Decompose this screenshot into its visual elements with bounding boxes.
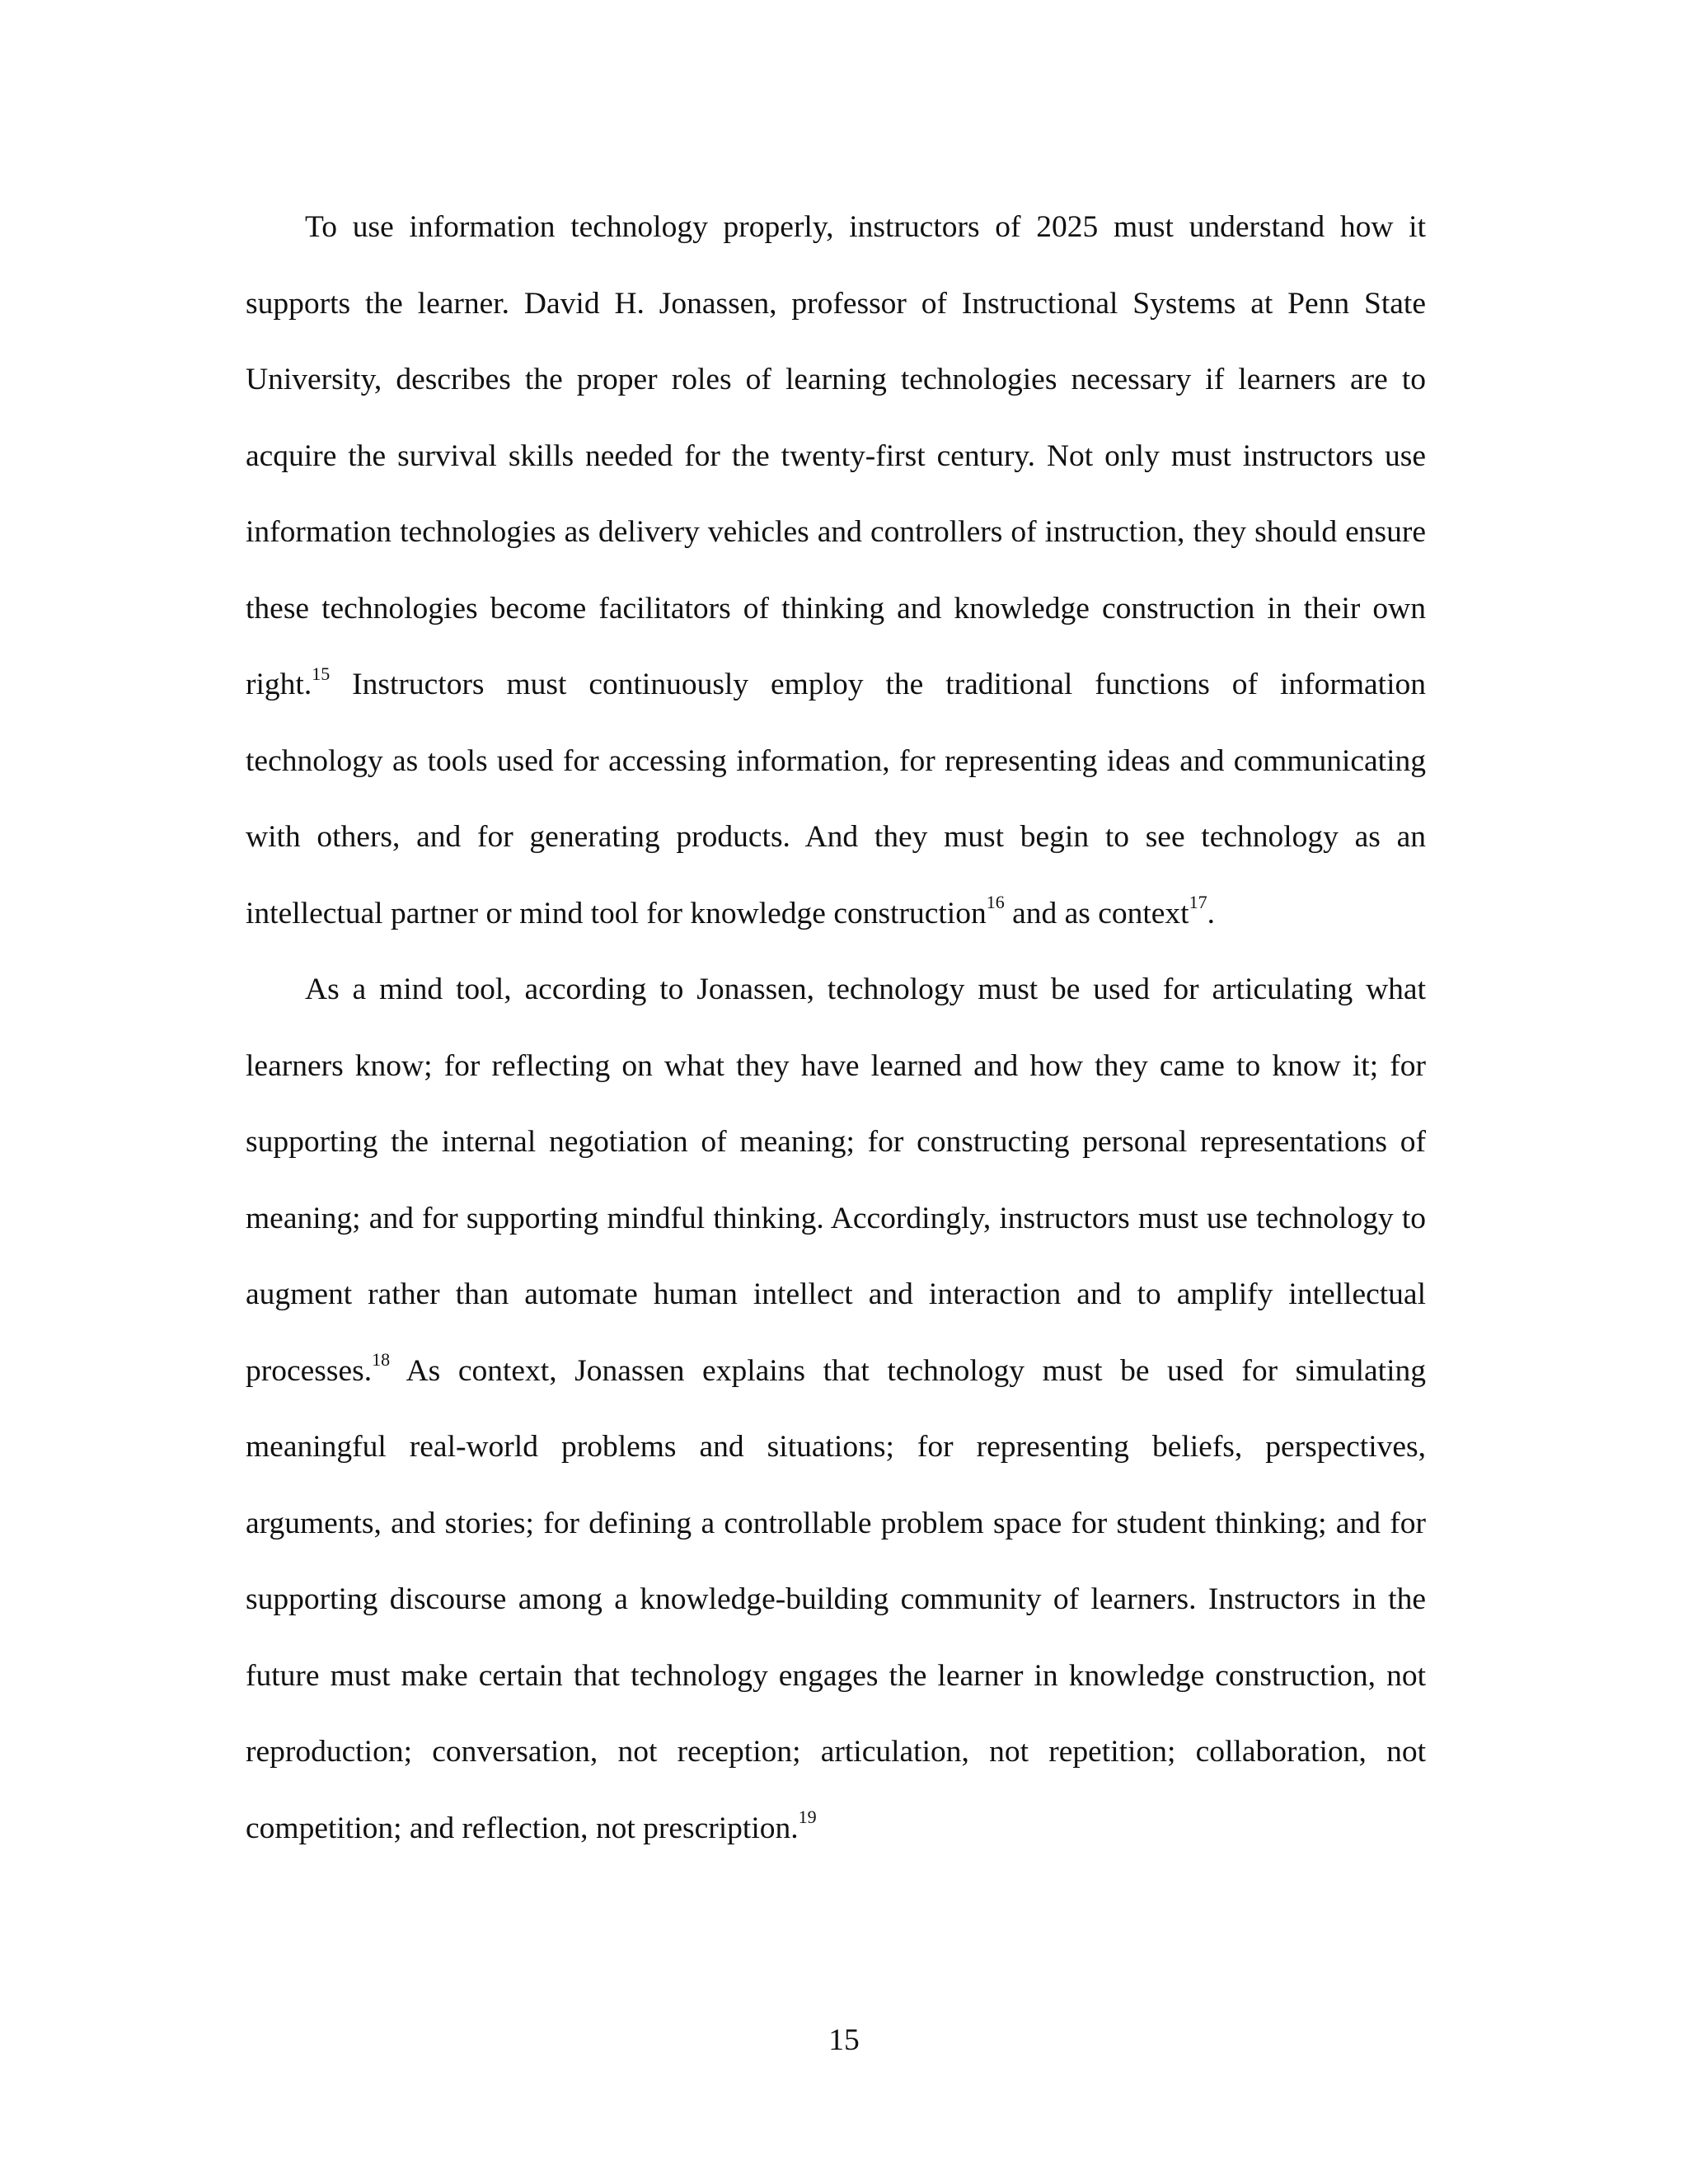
paragraph-1-text-1: To use information technology properly, instructors of 2025 must understand how it supports the learner. David H. Jonassen, professor of Instructional Systems at Penn State University, describes the proper roles of learning technologies necessary if learners are to acquire the survival skills needed for the twenty-first century. Not only must instructors use information technologies as delivery vehicles and controllers of instruction, they should ensure these technologies become facilitators of thinking and knowledge construction in their own right. <box>246 210 1426 701</box>
paragraph-2 <box>246 952 1426 1867</box>
body-text <box>246 190 1426 1867</box>
footnote-ref-15: 15 <box>312 663 331 684</box>
paragraph-1-text-3: and as context <box>1004 896 1189 930</box>
footnote-ref-18: 18 <box>372 1349 391 1370</box>
footnote-ref-17: 17 <box>1189 892 1207 912</box>
footnote-ref-16: 16 <box>986 892 1005 912</box>
paragraph-2-text-1: As a mind tool, according to Jonassen, technology must be used for articulating what learners know; for reflecting on what they have learned and how they came to know it; for supporting the internal negotiation of meaning; for constructing personal representations of meaning; and for supporting mindful thinking. Accordingly, instructors must use technology to augment rather than automate human intellect and interaction and to amplify intellectual processes. <box>246 972 1426 1388</box>
paragraph-1-text-4: . <box>1207 896 1215 930</box>
footnote-ref-19: 19 <box>798 1807 817 1827</box>
paragraph-2-text-2: As context, Jonassen explains that technology must be used for simulating meaningful real-world problems and situations; for representing beliefs, perspectives, arguments, and stories; for defining a controllable problem space for student thinking; and for supporting discourse among a knowledge-building community of learners. Instructors in the future must make certain that technology engages the learner in knowledge construction, not reproduction; conversation, not reception; articulation, not repetition; collaboration, not competition; and reflection, not prescription. <box>246 1353 1426 1845</box>
page-number: 15 <box>828 2023 860 2057</box>
paragraph-1-text-2: Instructors must continuously employ the traditional functions of information technology as tools used for accessing information, for representing ideas and communicating with others, and for generating products. And they must begin to see technology as an intellectual partner or mind tool for knowledge construction <box>246 668 1426 930</box>
paragraph-1 <box>246 190 1426 952</box>
